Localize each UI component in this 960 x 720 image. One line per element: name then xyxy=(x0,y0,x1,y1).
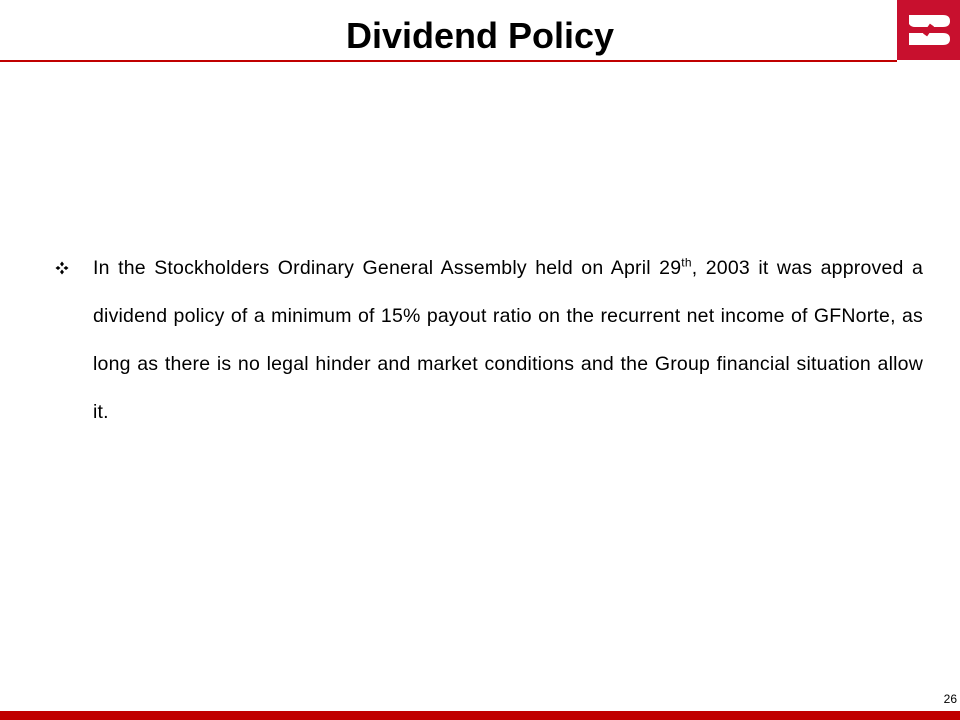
page-number: 26 xyxy=(943,692,957,706)
title-divider xyxy=(0,60,897,62)
footer-bar xyxy=(0,711,960,720)
bullet-text xyxy=(93,244,923,436)
bullet-text-end: , 2003 it was approved a dividend policy of a minimum of 15% payout ratio on the recurrent net income of GFNorte, as long as there is no legal hinder and market conditions and the Group financial situation allow it. xyxy=(93,257,923,423)
content-area xyxy=(55,244,923,436)
bullet-item xyxy=(55,244,923,436)
banorte-logo-icon xyxy=(897,0,960,60)
page-title: Dividend Policy xyxy=(345,15,615,56)
ordinal-suffix: th xyxy=(681,255,692,270)
bullet-text-start: In the Stockholders Ordinary General Assembly held on April 29 xyxy=(93,257,682,279)
diamond-bullet-icon xyxy=(55,244,93,292)
